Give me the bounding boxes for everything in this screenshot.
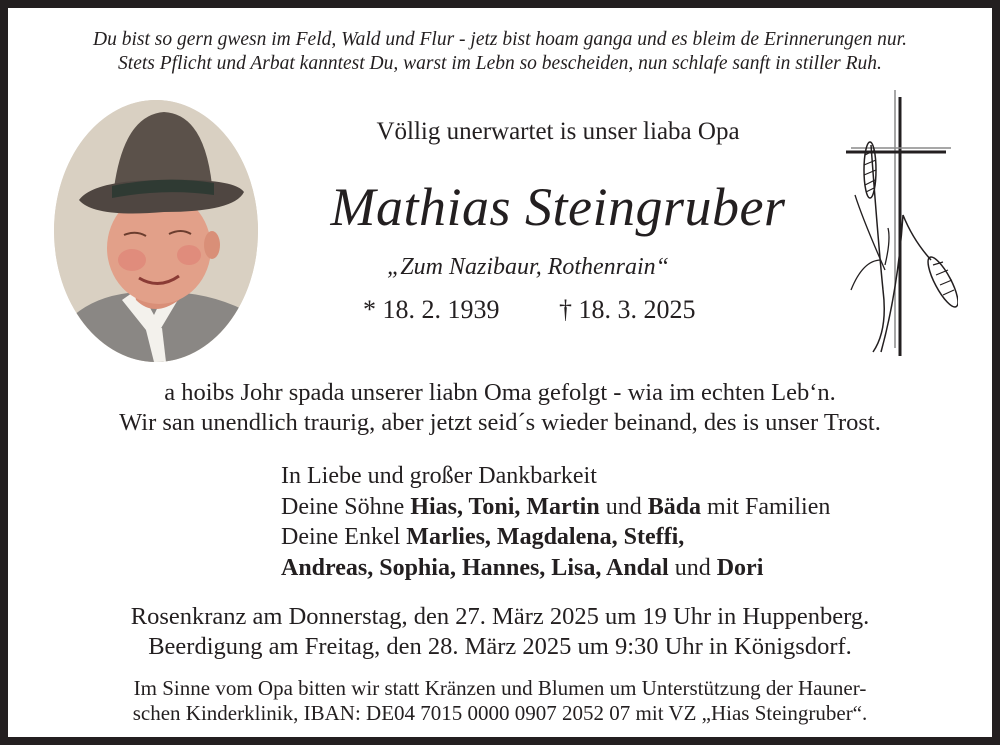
motto-line-1: Du bist so gern gwesn im Feld, Wald und Flur - jetz bist hoam ganga und es bleim de Erinnerungen nur.: [93, 29, 907, 50]
cross-with-wheat-icon: [843, 90, 958, 360]
mourners-block: [281, 461, 830, 583]
message-line-2: Wir san unendlich traurig, aber jetzt seid´s wieder beinand, des is unser Trost.: [119, 409, 881, 436]
portrait-photo: [54, 100, 258, 362]
grandchildren-names-1: Marlies, Magdalena, Steffi,: [406, 524, 685, 550]
mourners-grandchildren-2: Andreas, Sophia, Hannes, Lisa, Andal und Dori: [281, 554, 764, 581]
mourners-grandchildren-1: Deine Enkel Marlies, Magdalena, Steffi,: [281, 524, 685, 550]
grandchild-last-name: Dori: [716, 554, 764, 581]
message-line-1: a hoibs Johr spada unserer liabn Oma gefolgt - wia im echten Leb‘n.: [164, 379, 836, 406]
life-dates: [363, 295, 696, 325]
motto-verse: [8, 28, 992, 76]
deceased-nickname: „Zum Nazibaur, Rothenrain“: [386, 254, 670, 280]
birth-date: * 18. 2. 1939: [363, 295, 500, 324]
mourners-sons: Deine Söhne Hias, Toni, Martin und Bäda mit Familien: [281, 493, 831, 520]
rosary-notice: Rosenkranz am Donnerstag, den 27. März 2025 um 19 Uhr in Huppenberg.: [130, 603, 870, 630]
portrait-illustration-icon: [54, 100, 258, 362]
message-block: [8, 378, 992, 438]
donation-line-1: Im Sinne vom Opa bitten wir statt Kränzen und Blumen um Unterstützung der Hauner-: [133, 676, 867, 700]
funeral-notice: Beerdigung am Freitag, den 28. März 2025 um 9:30 Uhr in Königsdorf.: [148, 633, 852, 660]
announcement-headline: Völlig unerwartet is unser liaba Opa: [376, 118, 740, 145]
motto-line-2: Stets Pflicht und Arbat kanntest Du, warst im Lebn so bescheiden, nun schlafe sanft in stiller Ruh.: [118, 53, 882, 74]
donation-line-2: schen Kinderklinik, IBAN: DE04 7015 0000 0907 2052 07 mit VZ „Hias Steingruber“.: [132, 701, 868, 725]
grandchildren-names-2: Andreas, Sophia, Hannes, Lisa, Andal: [281, 554, 669, 581]
deceased-name: Mathias Steingruber: [330, 177, 786, 237]
mourners-intro: In Liebe und großer Dankbarkeit: [281, 463, 597, 489]
death-date: † 18. 3. 2025: [559, 295, 696, 324]
donation-block: [8, 676, 992, 726]
sons-names: Hias, Toni, Martin: [410, 493, 600, 520]
son-last-name: Bäda: [647, 493, 702, 520]
obituary-card: [8, 8, 992, 737]
services-block: [8, 602, 992, 662]
